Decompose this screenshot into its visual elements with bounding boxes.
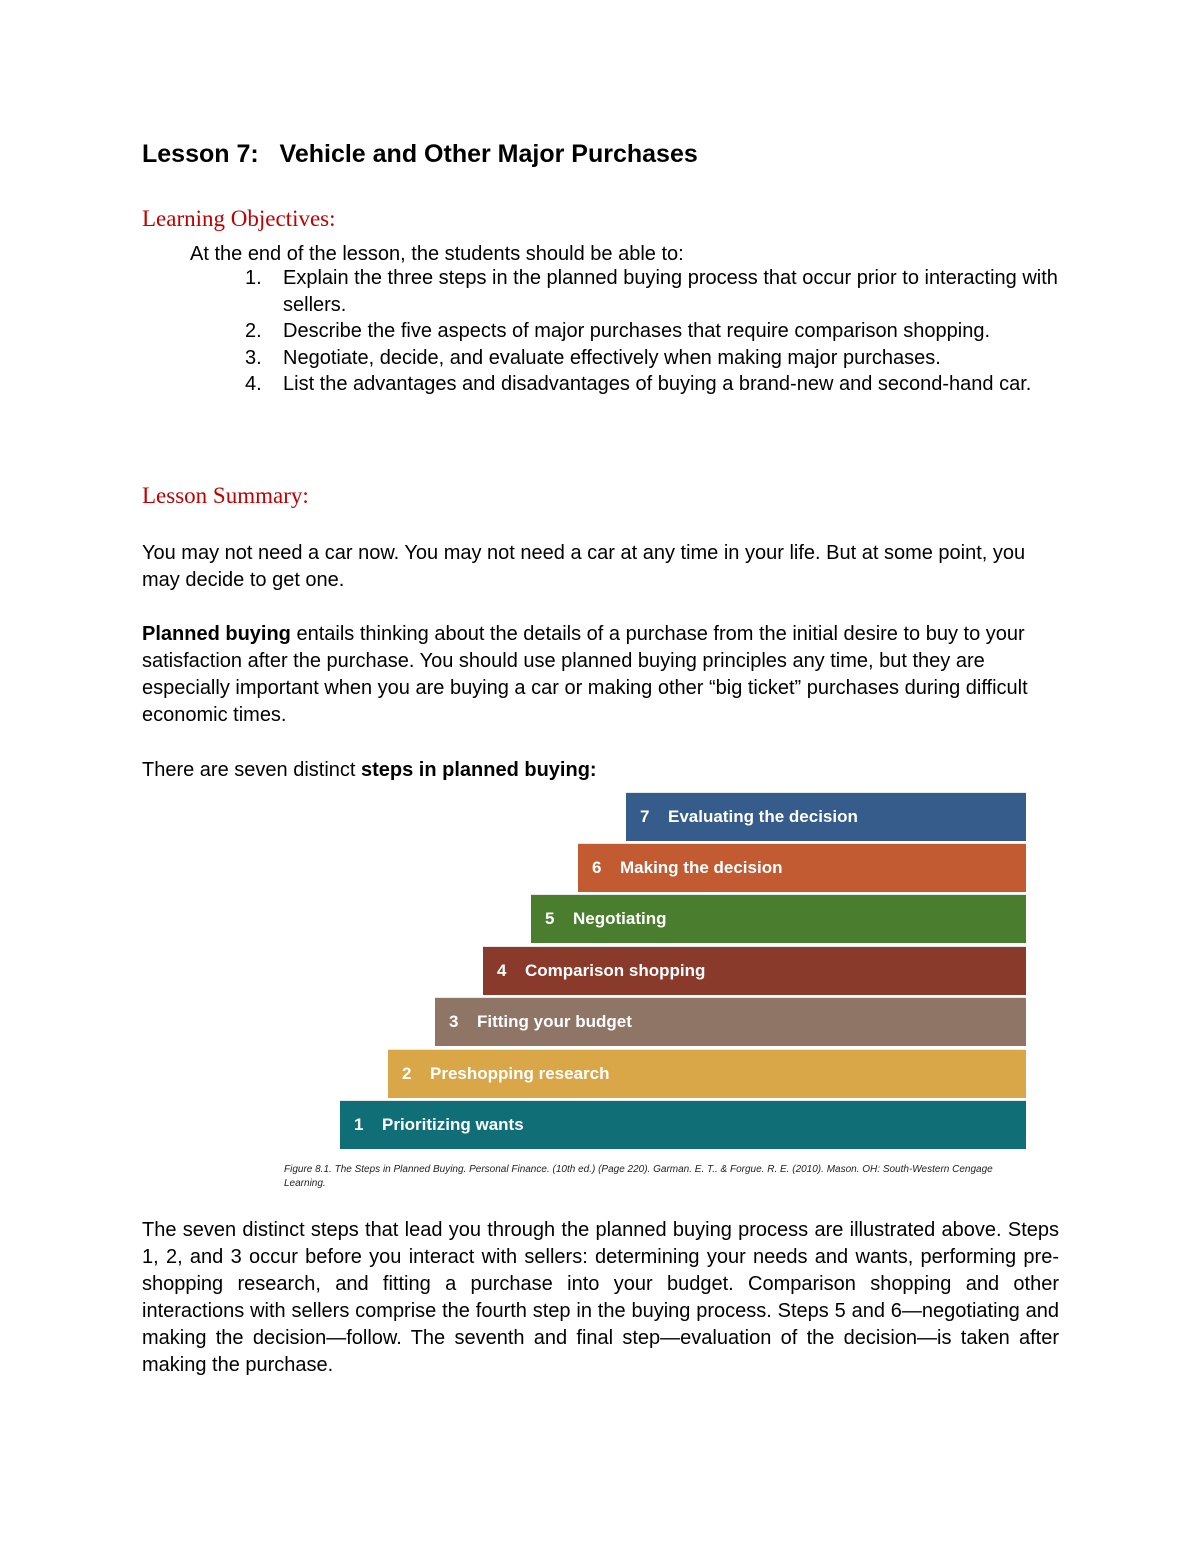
objective-item [245,318,1065,345]
step-6-making-decision [578,843,1026,892]
objective-text: List the advantages and disadvantages of buying a brand-new and second-hand car. [283,373,1032,395]
objectives-intro: At the end of the lesson, the students should be able to: [190,243,684,265]
objective-text: Negotiate, decide, and evaluate effectively when making major purchases. [283,346,941,369]
planned-buying-term: Planned buying [142,623,291,645]
step-5-negotiating [531,894,1026,943]
objective-text: Describe the five aspects of major purchases that require comparison shopping. [283,320,991,342]
objective-number: 4. [245,373,262,395]
step-label: Preshopping research [430,1064,610,1083]
steps-term: steps in planned buying: [361,759,597,781]
step-3-fitting-budget [435,997,1026,1046]
step-1-prioritizing-wants [340,1100,1026,1149]
lesson-summary-heading: Lesson Summary: [142,483,309,508]
planned-buying-steps-figure [340,792,1026,1150]
summary-paragraph-4: The seven distinct steps that lead you through the planned buying process are illustrated above. Steps 1, 2, and 3 occur before you interact with sellers: determining your needs and wants, performing pre-shopping research, and fitting a purchase into your budget. Comparison shopping and other interactions with sellers comprise the fourth step in the buying process. Steps 5 and 6—negotiating and making the decision—follow. The seventh and final step—evaluation of the decision—is taken after making the purchase. [142,1219,1059,1376]
objective-number: 2. [245,320,262,342]
step-label: Comparison shopping [525,961,706,980]
figure-caption: Figure 8.1. The Steps in Planned Buying. Personal Finance. (10th ed.) (Page 220). Garman. E. T.. & Forgue. R. E. (2010). Mason. OH: South-Western Cengage Learning. [284,1164,993,1189]
objective-item [245,371,1065,398]
objectives-list [245,265,1065,398]
step-number: 5 [545,909,555,928]
step-label: Prioritizing wants [382,1115,524,1134]
step-number: 4 [497,961,507,980]
step-number: 7 [640,807,650,826]
objective-number: 1. [245,267,262,289]
step-number: 2 [402,1064,412,1083]
objective-text: Explain the three steps in the planned buying process that occur prior to interacting with sellers. [283,267,1058,316]
objective-number: 3. [245,346,262,369]
learning-objectives-heading: Learning Objectives: [142,206,336,231]
step-2-preshopping-research [388,1049,1026,1098]
summary-paragraph-2 [142,621,1059,729]
summary-paragraph-3 [142,757,1059,784]
step-4-comparison-shopping [483,946,1026,995]
summary-paragraph-1: You may not need a car now. You may not need a car at any time in your life. But at some point, you may decide to get one. [142,542,1026,591]
paragraph-2-text: entails thinking about the details of a purchase from the initial desire to buy to your satisfaction after the purchase. You should use planned buying principles any time, but they are especially important when you are buying a car or making other “big ticket” purchases during difficult economic times. [142,623,1028,726]
step-number: 3 [449,1012,459,1031]
step-label: Evaluating the decision [668,807,858,826]
step-number: 1 [354,1115,364,1134]
paragraph-3-lead: There are seven distinct [142,759,361,781]
step-label: Negotiating [573,909,667,928]
step-label: Fitting your budget [477,1012,632,1031]
step-number: 6 [592,858,602,877]
step-label: Making the decision [620,858,783,877]
objective-item [245,345,1065,372]
lesson-title: Lesson 7: Vehicle and Other Major Purchases [142,140,698,168]
objective-item [245,265,1065,318]
step-7-evaluating [626,792,1026,841]
